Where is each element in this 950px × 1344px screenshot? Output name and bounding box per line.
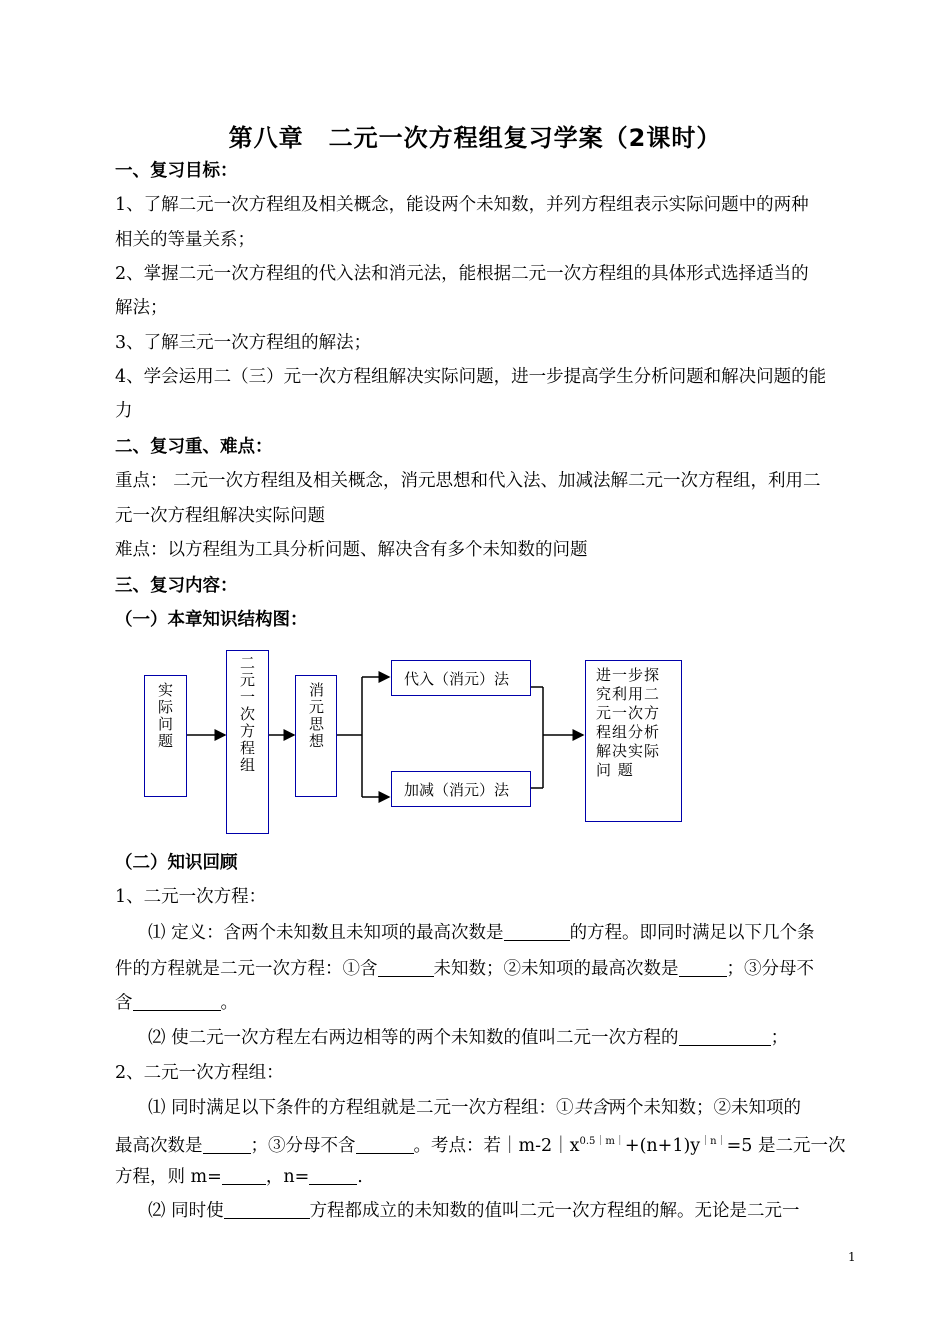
box-further-exploration-line: 问 题 <box>596 761 634 779</box>
box-further-exploration-line: 究利用二 <box>596 685 661 703</box>
box-elimination-idea <box>295 675 337 797</box>
review-line <box>115 1131 860 1157</box>
box-addition-method <box>391 771 531 807</box>
text-fragment: ；③分母不 <box>726 959 814 979</box>
text-fragment: ⑴ 同时满足以下条件的方程组就是二元一次方程组：① <box>148 1098 574 1118</box>
text-fragment: ⑴ 定义：含两个未知数且未知项的最高次数是 <box>148 923 504 943</box>
text-fragment: 方程，则 m= <box>115 1167 222 1187</box>
review-line <box>115 958 860 980</box>
box-real-problem <box>144 675 187 797</box>
review-line <box>148 1200 893 1222</box>
text-fragment: +(n+1)y <box>624 1135 701 1156</box>
subsection-structure: （一）本章知识结构图： <box>115 610 308 630</box>
review-line <box>115 1166 860 1188</box>
review-line <box>148 1027 893 1049</box>
goal-line: 2、掌握二元一次方程组的代入法和消元法，能根据二元一次方程组的具体形式选择适当的 <box>115 264 809 284</box>
text-fragment: =5 是二元一次 <box>726 1135 846 1156</box>
page-title: 第八章 二元一次方程组复习学案（2课时） <box>228 124 722 152</box>
exponent: ｜n｜ <box>700 1136 727 1147</box>
fill-blank[interactable] <box>378 958 434 977</box>
difficulty-line: 难点：以方程组为工具分析问题、解决含有多个未知数的问题 <box>115 540 588 560</box>
review-line <box>115 992 860 1014</box>
key-point-line: 元一次方程组解决实际问题 <box>115 506 325 526</box>
box-further-exploration-line: 程组分析 <box>596 723 661 741</box>
box-further-exploration-line: 解决实际 <box>596 742 661 760</box>
review-item-heading: 2、二元一次方程组： <box>115 1063 284 1083</box>
text-fragment: ，n= <box>265 1167 310 1187</box>
exponent: 0.5｜m｜ <box>579 1136 625 1147</box>
box-substitution-method-label: 代入（消元）法 <box>404 670 510 688</box>
text-fragment: ⑵ 同时使 <box>148 1201 224 1221</box>
fill-blank[interactable] <box>224 1200 310 1219</box>
fill-blank[interactable] <box>679 958 727 977</box>
box-addition-method-label: 加减（消元）法 <box>404 781 510 799</box>
text-fragment: ⑵ 使二元一次方程左右两边相等的两个未知数的值叫二元一次方程的 <box>148 1028 679 1048</box>
fill-blank[interactable] <box>356 1135 414 1154</box>
fill-blank[interactable] <box>309 1166 357 1185</box>
section-heading-key-points: 二、复习重、难点： <box>115 437 273 457</box>
goal-line: 解法； <box>115 298 168 318</box>
text-fragment: 未知数；②未知项的最高次数是 <box>433 959 679 979</box>
review-item-heading: 1、二元一次方程： <box>115 887 267 907</box>
box-substitution-method <box>391 660 531 696</box>
box-equation-system-label: 二元一次方程组 <box>238 655 256 774</box>
text-fragment: 件的方程就是二元一次方程：①含 <box>115 959 378 979</box>
fill-blank[interactable] <box>222 1166 266 1185</box>
goal-line: 4、学会运用二（三）元一次方程组解决实际问题，进一步提高学生分析问题和解决问题的能 <box>115 367 827 387</box>
section-heading-content: 三、复习内容： <box>115 576 238 596</box>
text-fragment: 的方程。即同时满足以下几个条 <box>569 923 815 943</box>
text-fragment-italic: 共含 <box>573 1098 609 1118</box>
goal-line: 3、了解三元一次方程组的解法； <box>115 333 372 353</box>
text-fragment: 含 <box>115 993 133 1013</box>
text-fragment: 。考点：若｜m-2｜x <box>413 1135 580 1156</box>
review-line <box>148 1097 893 1119</box>
text-fragment: 最高次数是 <box>115 1135 203 1156</box>
text-fragment: 方程都成立的未知数的值叫二元一次方程组的解。无论是二元一 <box>309 1201 800 1221</box>
key-point-line: 重点： 二元一次方程组及相关概念，消元思想和代入法、加减法解二元一次方程组，利用二 <box>115 471 821 491</box>
text-fragment: ；③分母不含 <box>250 1135 356 1156</box>
text-fragment: ； <box>770 1028 789 1048</box>
box-equation-system <box>226 650 269 834</box>
section-heading-goals: 一、复习目标： <box>115 161 238 181</box>
fill-blank[interactable] <box>203 1135 251 1154</box>
goal-line: 1、了解二元一次方程组及相关概念，能设两个未知数，并列方程组表示实际问题中的两种 <box>115 195 809 215</box>
box-real-problem-label: 实际问题 <box>156 682 174 750</box>
goal-line: 力 <box>115 401 133 421</box>
text-fragment: 。 <box>220 993 238 1013</box>
box-further-exploration-line: 元一次方 <box>596 704 661 722</box>
box-further-exploration-line: 进一步探 <box>596 666 661 684</box>
fill-blank[interactable] <box>679 1027 771 1046</box>
text-fragment: . <box>357 1167 363 1187</box>
page-number: 1 <box>848 1250 856 1264</box>
text-fragment: 两个未知数；②未知项的 <box>608 1098 802 1118</box>
fill-blank[interactable] <box>133 992 221 1011</box>
goal-line: 相关的等量关系； <box>115 230 255 250</box>
box-elimination-idea-label: 消元思想 <box>307 682 325 750</box>
box-further-exploration <box>585 660 682 822</box>
subsection-review: （二）知识回顾 <box>115 853 238 873</box>
review-line <box>148 922 893 944</box>
fill-blank[interactable] <box>504 922 570 941</box>
